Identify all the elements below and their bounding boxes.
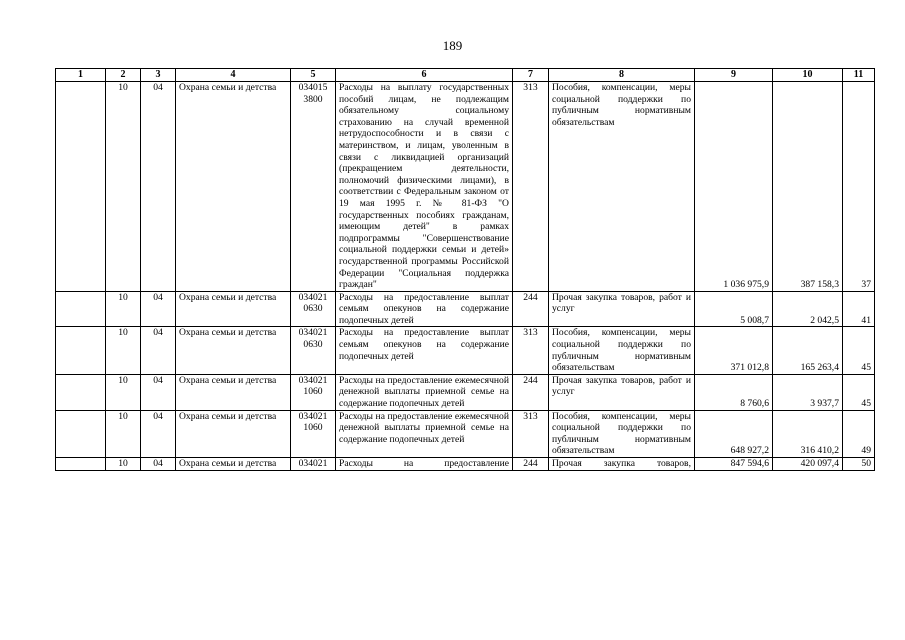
cell-col11: 49 xyxy=(843,410,875,457)
cell-target-code: 034015 3800 xyxy=(291,82,336,292)
cell-section-name: Охрана семьи и детства xyxy=(176,82,291,292)
cell-section-name: Охрана семьи и детства xyxy=(176,291,291,327)
cell-section-name: Охрана семьи и детства xyxy=(176,410,291,457)
column-header: 6 xyxy=(336,69,513,82)
cell-section: 10 xyxy=(106,327,141,374)
cell-description: Расходы на предоставление ежемесячной денежной выплаты приемной семье на содержание подопечных детей xyxy=(336,410,513,457)
cell-target-code: 034021 1060 xyxy=(291,410,336,457)
column-header: 9 xyxy=(695,69,773,82)
cell-expense-name: Прочая закупка товаров, xyxy=(549,458,695,471)
cell-col1 xyxy=(56,410,106,457)
table-row xyxy=(56,327,875,374)
cell-section-name: Охрана семьи и детства xyxy=(176,374,291,410)
column-header: 7 xyxy=(513,69,549,82)
cell-expense-name: Пособия, компенсации, меры социальной поддержки по публичным нормативным обязательствам xyxy=(549,82,695,292)
cell-amount-col10: 420 097,4 xyxy=(773,458,843,471)
cell-description: Расходы на предоставление xyxy=(336,458,513,471)
cell-col11: 37 xyxy=(843,82,875,292)
column-header: 3 xyxy=(141,69,176,82)
cell-expense-type: 244 xyxy=(513,291,549,327)
cell-description: Расходы на предоставление ежемесячной денежной выплаты приемной семье на содержание подопечных детей xyxy=(336,374,513,410)
cell-amount-col10: 3 937,7 xyxy=(773,374,843,410)
cell-amount-col10: 2 042,5 xyxy=(773,291,843,327)
cell-amount-col10: 165 263,4 xyxy=(773,327,843,374)
cell-target-code: 034021 xyxy=(291,458,336,471)
table-row xyxy=(56,82,875,292)
cell-col11: 45 xyxy=(843,374,875,410)
cell-subsection: 04 xyxy=(141,327,176,374)
column-header: 8 xyxy=(549,69,695,82)
cell-col1 xyxy=(56,458,106,471)
page-number: 189 xyxy=(442,38,463,53)
cell-expense-type: 313 xyxy=(513,327,549,374)
table-row xyxy=(56,291,875,327)
cell-expense-name: Пособия, компенсации, меры социальной поддержки по публичным нормативным обязательствам xyxy=(549,410,695,457)
cell-expense-type: 313 xyxy=(513,82,549,292)
cell-target-code: 034021 0630 xyxy=(291,291,336,327)
cell-col11: 45 xyxy=(843,327,875,374)
header-row xyxy=(56,69,875,82)
cell-col11: 41 xyxy=(843,291,875,327)
cell-subsection: 04 xyxy=(141,374,176,410)
cell-amount-col9: 648 927,2 xyxy=(695,410,773,457)
cell-target-code: 034021 1060 xyxy=(291,374,336,410)
cell-section: 10 xyxy=(106,291,141,327)
column-header: 2 xyxy=(106,69,141,82)
cell-amount-col9: 8 760,6 xyxy=(695,374,773,410)
cell-expense-name: Прочая закупка товаров, работ и услуг xyxy=(549,291,695,327)
cell-amount-col9: 1 036 975,9 xyxy=(695,82,773,292)
cell-description: Расходы на предоставление выплат семьям опекунов на содержание подопечных детей xyxy=(336,327,513,374)
cell-section-name: Охрана семьи и детства xyxy=(176,327,291,374)
column-header: 1 xyxy=(56,69,106,82)
budget-table xyxy=(55,68,875,471)
cell-expense-type: 313 xyxy=(513,410,549,457)
column-header: 10 xyxy=(773,69,843,82)
cell-subsection: 04 xyxy=(141,82,176,292)
cell-section-name: Охрана семьи и детства xyxy=(176,458,291,471)
cell-expense-type: 244 xyxy=(513,374,549,410)
table-row xyxy=(56,374,875,410)
cell-col11: 50 xyxy=(843,458,875,471)
table-row xyxy=(56,410,875,457)
column-header: 5 xyxy=(291,69,336,82)
cell-subsection: 04 xyxy=(141,410,176,457)
cell-subsection: 04 xyxy=(141,291,176,327)
cell-expense-type: 244 xyxy=(513,458,549,471)
cell-section: 10 xyxy=(106,374,141,410)
table-row xyxy=(56,458,875,471)
cell-amount-col10: 316 410,2 xyxy=(773,410,843,457)
cell-section: 10 xyxy=(106,82,141,292)
cell-amount-col9: 847 594,6 xyxy=(695,458,773,471)
cell-section: 10 xyxy=(106,410,141,457)
cell-col1 xyxy=(56,82,106,292)
cell-col1 xyxy=(56,291,106,327)
cell-section: 10 xyxy=(106,458,141,471)
cell-col1 xyxy=(56,374,106,410)
cell-col1 xyxy=(56,327,106,374)
cell-amount-col9: 371 012,8 xyxy=(695,327,773,374)
cell-expense-name: Пособия, компенсации, меры социальной поддержки по публичным нормативным обязательствам xyxy=(549,327,695,374)
cell-description: Расходы на предоставление выплат семьям опекунов на содержание подопечных детей xyxy=(336,291,513,327)
column-header: 11 xyxy=(843,69,875,82)
cell-subsection: 04 xyxy=(141,458,176,471)
column-header: 4 xyxy=(176,69,291,82)
cell-description: Расходы на выплату государственных пособий лицам, не подлежащим обязательному социальному страхованию на случай временной нетрудоспособности и в связи с материнством, и лицам, уволенным в связи с ликвидацией организаций (прекращением деятельности, полномочий физическими лицами), в соответствии с Федеральным законом от 19 мая 1995 г. № 81-ФЗ "О государственных пособиях гражданам, имеющим детей" в рамках подпрограммы "Совершенствование социальной поддержки семьи и детей» государственной программы Российской Федерации "Социальная поддержка граждан" xyxy=(336,82,513,292)
cell-target-code: 034021 0630 xyxy=(291,327,336,374)
cell-amount-col10: 387 158,3 xyxy=(773,82,843,292)
cell-amount-col9: 5 008,7 xyxy=(695,291,773,327)
cell-expense-name: Прочая закупка товаров, работ и услуг xyxy=(549,374,695,410)
